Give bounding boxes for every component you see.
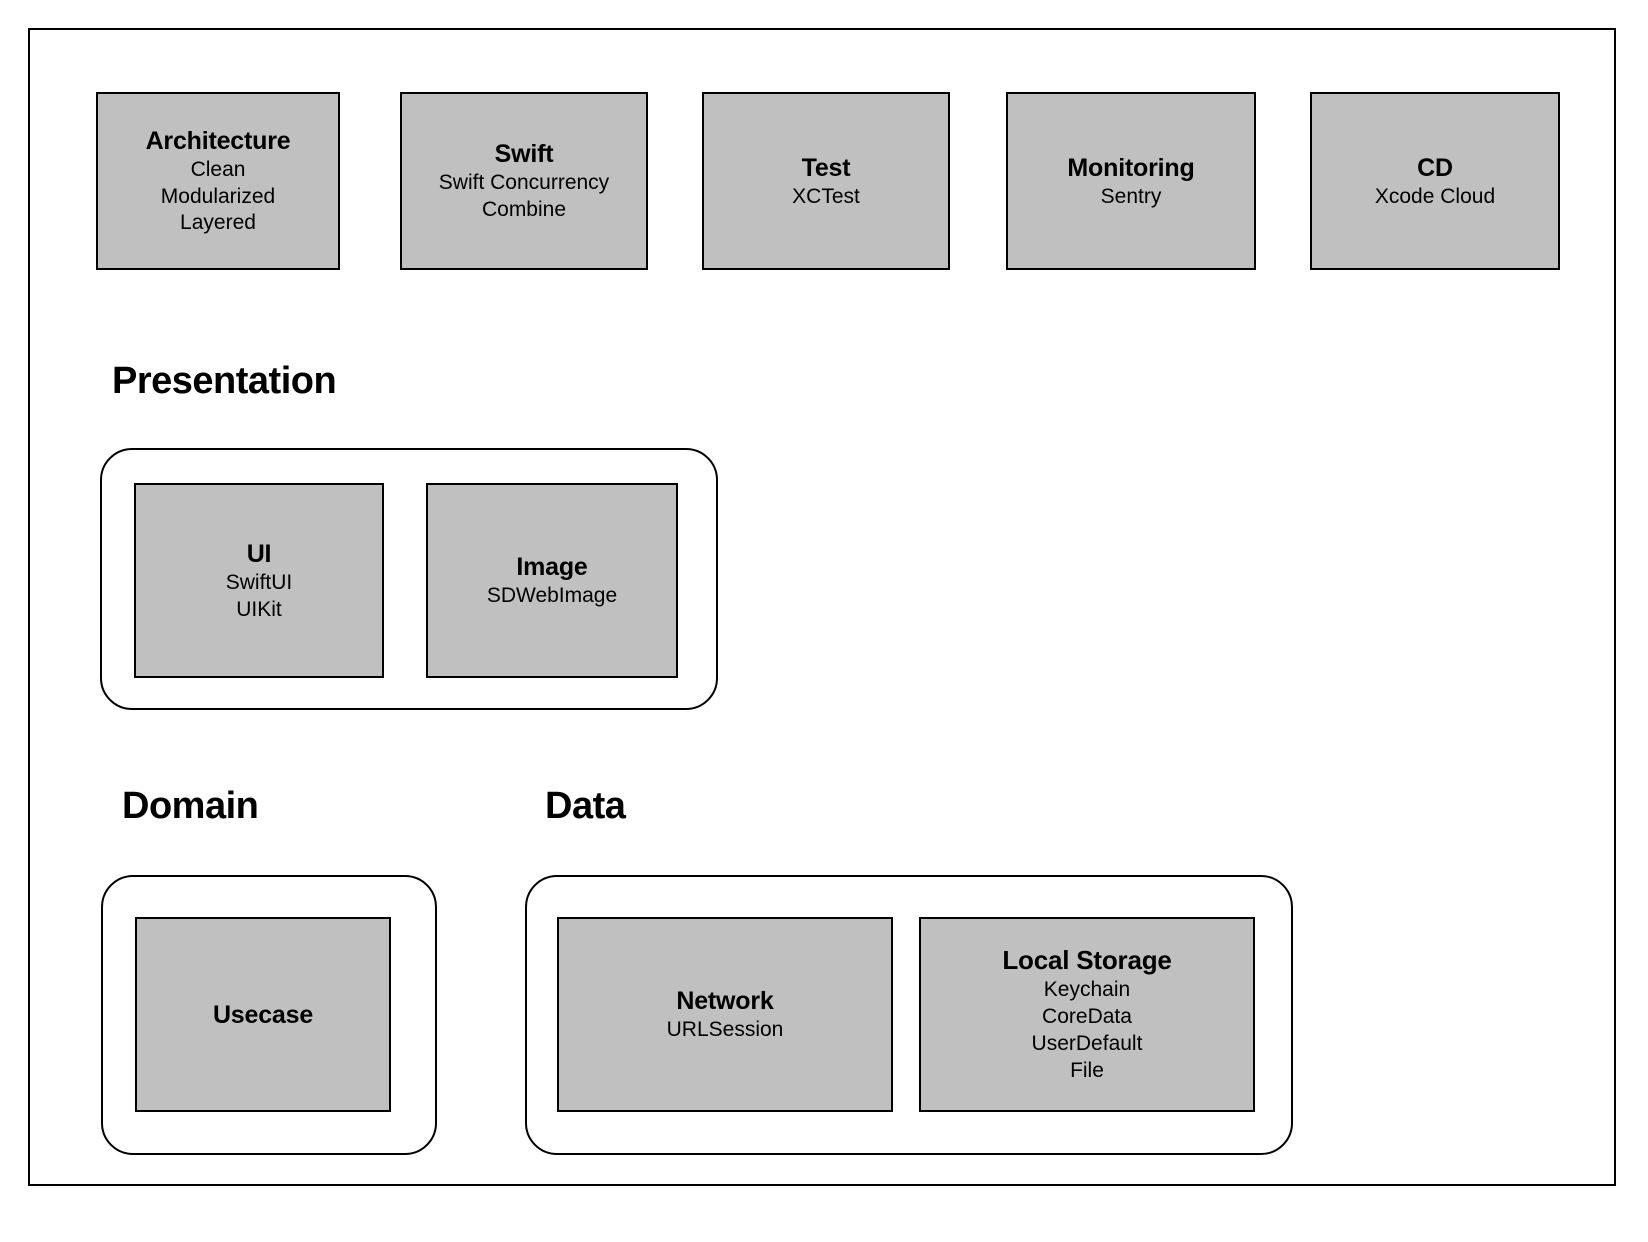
heading-domain: Domain	[122, 785, 259, 827]
box-test-sub-line-1: XCTest	[792, 184, 860, 208]
box-monitoring-sub	[1101, 184, 1162, 211]
box-network-sub-line-1: URLSession	[666, 1018, 784, 1042]
box-test-title: Test	[801, 153, 851, 182]
box-monitoring-title: Monitoring	[1067, 153, 1195, 182]
box-local-storage-sub	[1032, 977, 1143, 1085]
box-image-sub	[487, 583, 617, 610]
box-local-storage-sub-line-3: UserDefault	[1031, 1032, 1143, 1056]
box-cd-title: CD	[1417, 153, 1453, 182]
box-local-storage-sub-line-4: File	[1070, 1059, 1104, 1082]
box-swift	[400, 92, 648, 270]
box-architecture	[96, 92, 340, 270]
box-network-sub	[667, 1017, 784, 1044]
box-swift-sub-line-1: Swift Concurrency	[438, 171, 610, 195]
box-cd-sub	[1375, 184, 1495, 211]
box-monitoring	[1006, 92, 1256, 270]
box-architecture-sub-line-1: Clean	[190, 157, 246, 181]
box-ui-sub-line-2: UIKit	[236, 597, 282, 621]
box-monitoring-sub-line-1: Sentry	[1100, 184, 1162, 208]
box-local-storage	[919, 917, 1255, 1112]
box-architecture-sub	[161, 157, 275, 238]
box-network-title: Network	[676, 987, 774, 1016]
box-architecture-title: Architecture	[145, 126, 291, 155]
box-ui-title: UI	[246, 539, 272, 568]
box-ui-sub	[226, 570, 293, 624]
box-swift-title: Swift	[494, 140, 554, 169]
heading-presentation: Presentation	[112, 360, 337, 402]
box-swift-sub-line-2: Combine	[481, 198, 567, 221]
box-test	[702, 92, 950, 270]
box-ui	[134, 483, 384, 678]
box-local-storage-sub-line-1: Keychain	[1043, 978, 1131, 1002]
box-architecture-sub-line-2: Modularized	[160, 184, 276, 208]
box-test-sub	[792, 184, 860, 211]
box-local-storage-title: Local Storage	[1002, 945, 1172, 976]
box-network	[557, 917, 893, 1112]
box-image-title: Image	[516, 553, 588, 582]
heading-data: Data	[545, 785, 626, 827]
box-architecture-sub-line-3: Layered	[180, 211, 256, 235]
box-image	[426, 483, 678, 678]
box-swift-sub	[439, 170, 609, 224]
box-cd-sub-line-1: Xcode Cloud	[1374, 184, 1496, 208]
box-usecase-title: Usecase	[212, 1000, 314, 1029]
box-image-sub-line-1: SDWebImage	[486, 584, 618, 608]
box-usecase	[135, 917, 391, 1112]
box-ui-sub-line-1: SwiftUI	[225, 570, 293, 594]
box-local-storage-sub-line-2: CoreData	[1042, 1005, 1132, 1029]
box-cd	[1310, 92, 1560, 270]
